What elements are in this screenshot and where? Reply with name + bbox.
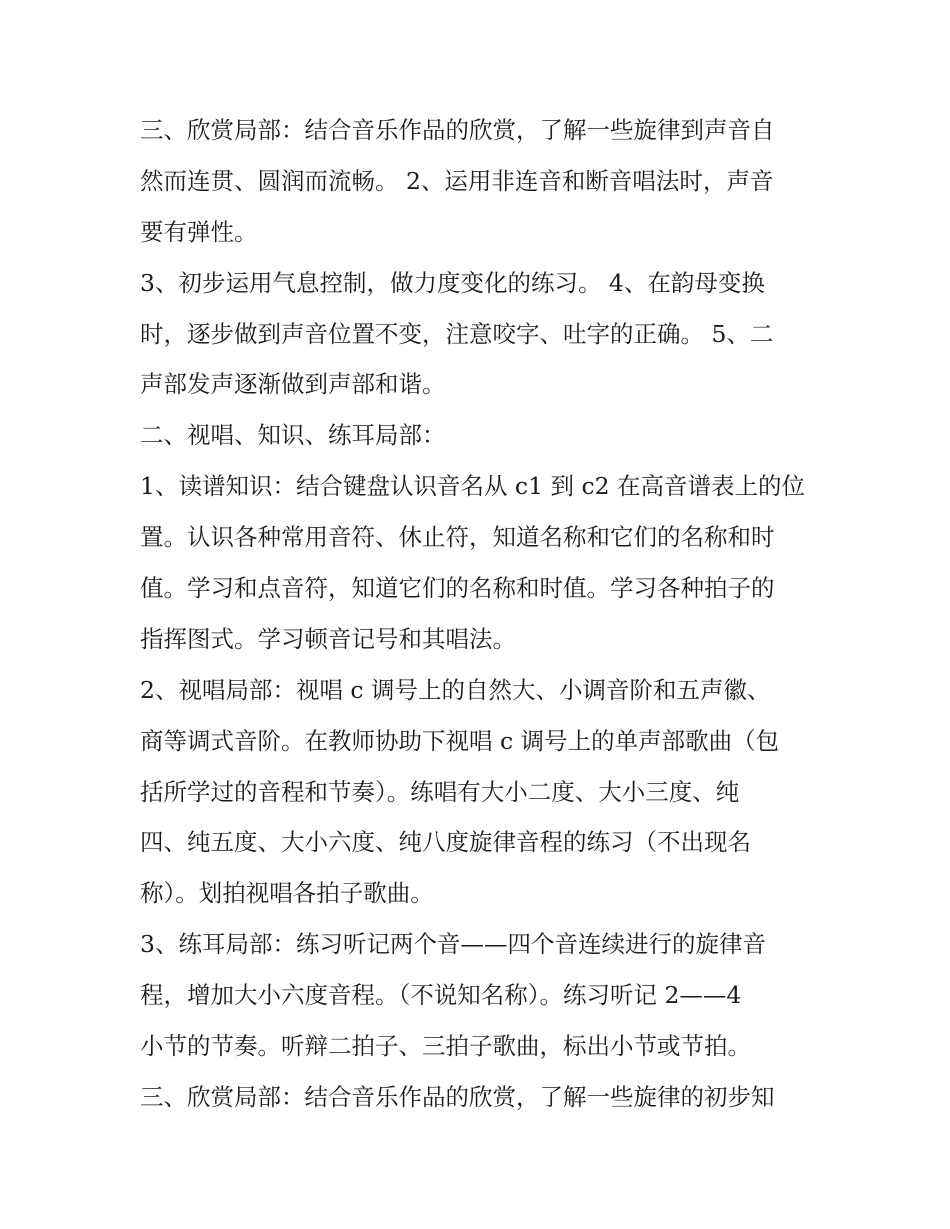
section-heading-sight-singing [140,410,815,461]
text-line: 值。学习和点音符，知道它们的名称和时值。学习各种拍子的 [140,574,775,603]
text-line: 小节的节奏。听辩二拍子、三拍子歌曲，标出小节或节拍。 [140,1032,751,1061]
text-line: 2、视唱局部：视唱 c 调号上的自然大、小调音阶和五声徽、 [140,675,771,704]
text-line: 时，逐步做到声音位置不变，注意咬字、吐字的正确。 5、二 [140,319,774,348]
paragraph-appreciation [140,1072,815,1123]
paragraph-breath-control [140,258,815,411]
text-line: 置。认识各种常用音符、休止符，知道名称和它们的名称和时 [140,523,775,552]
text-line: 要有弹性。 [140,217,258,246]
text-line: 称）。划拍视唱各拍子歌曲。 [140,879,434,908]
section-heading: 二、视唱、知识、练耳局部： [140,421,446,450]
text-line: 声部发声逐渐做到声部和谐。 [140,370,446,399]
text-line: 括所学过的音程和节奏）。练唱有大小二度、大小三度、纯 [140,777,740,806]
text-line: 三、欣赏局部：结合音乐作品的欣赏，了解一些旋律的初步知 [140,1082,775,1111]
text-line: 三、欣赏局部：结合音乐作品的欣赏，了解一些旋律到声音自 [140,116,775,144]
text-line: 程，增加大小六度音程。（不说知名称）。练习听记 2——4 [140,981,742,1010]
paragraph-reading-knowledge [140,461,815,665]
paragraph-sight-singing [140,665,815,919]
text-line: 四、纯五度、大小六度、纯八度旋律音程的练习（不出现名 [140,828,751,857]
text-line: 3、练耳局部：练习听记两个音——四个音连续进行的旋律音 [140,930,766,959]
text-line: 然而连贯、圆润而流畅。 2、运用非连音和断音唱法时，声音 [140,166,774,195]
paragraph-ear-training [140,919,815,1072]
text-line: 3、初步运用气息控制，做力度变化的练习。 4、在韵母变换 [140,268,765,297]
text-line: 商等调式音阶。在教师协助下视唱 c 调号上的单声部歌曲（包 [140,726,780,755]
text-line: 1、读谱知识：结合键盘认识音名从 c1 到 c2 在高音谱表上的位 [140,472,806,501]
paragraph-appreciation-continued [140,105,815,258]
document-body [140,105,815,1123]
text-line: 指挥图式。学习顿音记号和其唱法。 [140,624,516,653]
